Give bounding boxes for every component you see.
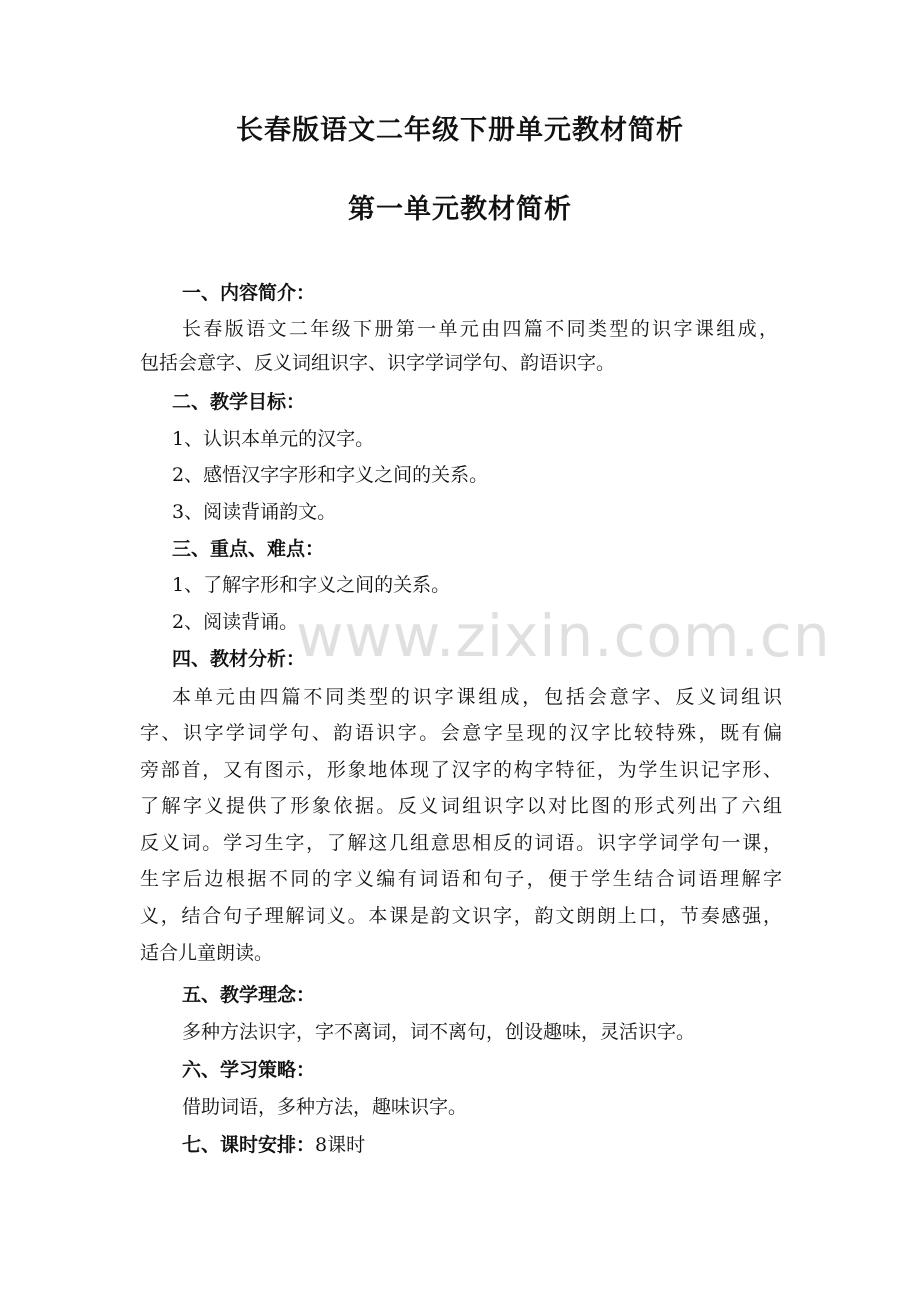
unit-subtitle: 第一单元教材简析 — [348, 194, 572, 225]
section-heading-goals: 二、教学目标： — [172, 391, 306, 413]
section-heading-content-summary: 一、内容简介： — [182, 282, 316, 304]
section-heading-analysis: 四、教材分析： — [172, 648, 306, 670]
section-heading-schedule: 七、课时安排： — [182, 1134, 316, 1156]
content-summary-line: 长春版语文二年级下册第一单元由四篇不同类型的识字课组成， — [182, 318, 778, 340]
schedule-text: 8课时 — [315, 1134, 366, 1156]
analysis-line: 本单元由四篇不同类型的识字课组成，包括会意字、反义词组识 — [172, 686, 782, 708]
content-summary-line: 包括会意字、反义词组识字、识字学词学句、韵语识字。 — [140, 352, 616, 374]
watermark: www.zixin.com.cn — [296, 602, 831, 670]
section-heading-strategy: 六、学习策略： — [182, 1059, 316, 1081]
goal-item: 1、认识本单元的汉字。 — [172, 428, 375, 450]
analysis-line: 适合儿童朗读。 — [140, 942, 274, 964]
strategy-text: 借助词语，多种方法，趣味识字。 — [182, 1096, 468, 1118]
document-title: 长春版语文二年级下册单元教材简析 — [236, 115, 684, 146]
section-heading-philosophy: 五、教学理念： — [182, 984, 316, 1006]
section-heading-key-points: 三、重点、难点： — [172, 538, 325, 560]
key-point-item: 2、阅读背诵。 — [172, 611, 299, 633]
analysis-line: 了解字义提供了形象依据。反义词组识字以对比图的形式列出了六组 — [140, 795, 782, 817]
schedule-row — [182, 1127, 832, 1163]
goal-item: 2、感悟汉字字形和字义之间的关系。 — [172, 464, 489, 486]
analysis-line: 生字后边根据不同的字义编有词语和句子，便于学生结合词语理解字 — [140, 868, 782, 890]
analysis-line: 旁部首，又有图示，形象地体现了汉字的构字特征，为学生识记字形、 — [140, 759, 782, 781]
philosophy-text: 多种方法识字，字不离词，词不离句，创设趣味，灵活识字。 — [182, 1021, 696, 1043]
goal-item: 3、阅读背诵韵文。 — [172, 501, 337, 523]
key-point-item: 1、了解字形和字义之间的关系。 — [172, 574, 451, 596]
analysis-line: 字、识字学词学句、韵语识字。会意字呈现的汉字比较特殊，既有偏 — [140, 722, 782, 744]
analysis-line: 义，结合句子理解词义。本课是韵文识字，韵文朗朗上口，节奏感强， — [140, 905, 782, 927]
analysis-line: 反义词。学习生字，了解这几组意思相反的词语。识字学词学句一课， — [140, 832, 782, 854]
